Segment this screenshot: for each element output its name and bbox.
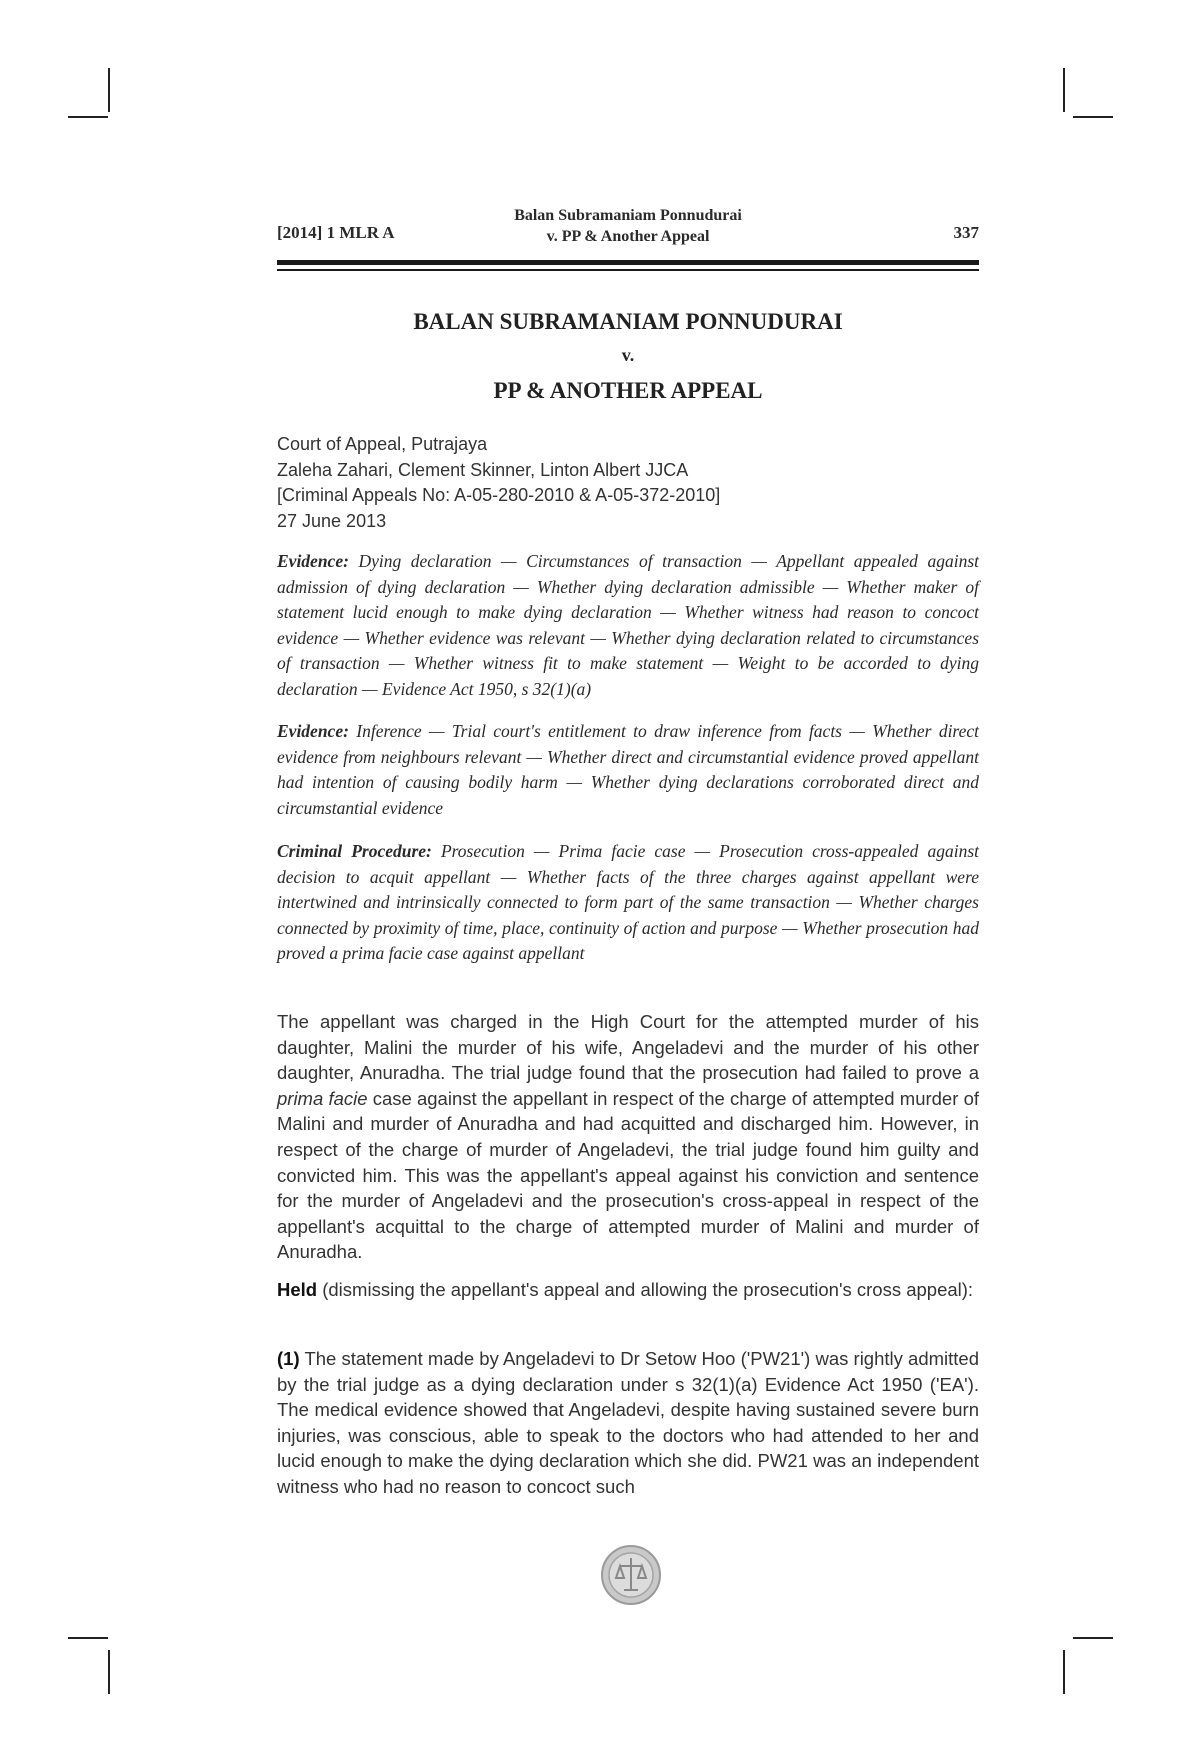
summary-part2: case against the appellant in respect of the charge of attempted murder of Malini and murder of Anuradha and had acquitted and discharged him. However, in respect of the charge of murder of Angeladevi, the trial judge found him guilty and convicted him. This was the appellant's appeal against his conviction and sentence for the murder of Angeladevi and the prosecution's cross-appeal in respect of the appellant's acquittal to the charge of attempted murder of Malini and murder of Anuradha. bbox=[277, 1087, 979, 1263]
header-rule-thick bbox=[277, 260, 979, 265]
catchword-lead: Evidence: bbox=[277, 551, 349, 571]
catchword-text: Inference — Trial court's entitlement to draw inference from facts — Whether direct evidence from neighbours relevant — Whether direct and circumstantial evidence proved appellant had intention of causing bodily harm — Whether dying declarations corroborated direct and circumstantial evidence bbox=[277, 721, 979, 818]
summary-part1: The appellant was charged in the High Court for the attempted murder of his daughter, Malini the murder of his wife, Angeladevi and the murder of his other daughter, Anuradha. The trial judge found that the prosecution had failed to prove a bbox=[277, 1011, 979, 1084]
publisher-seal-logo bbox=[600, 1544, 662, 1606]
crop-mark bbox=[1063, 1650, 1065, 1694]
citation: [2014] 1 MLR A bbox=[277, 223, 395, 242]
holding-text: The statement made by Angeladevi to Dr Setow Hoo ('PW21') was rightly admitted by the trial judge as a dying declaration under s 32(1)(a) Evidence Act 1950 ('EA'). The medical evidence showed that Angeladevi, despite having sustained severe burn injuries, was conscious, able to speak to the doctors who had attended to her and lucid enough to make the dying declaration which she did. PW21 was an independent witness who had no reason to concoct such bbox=[277, 1348, 979, 1497]
catchword-text: Dying declaration — Circumstances of transaction — Appellant appealed against admission of dying declaration — Whether dying declaration admissible — Whether maker of statement lucid enough to make dying declaration — Whether witness had reason to concoct evidence — Whether evidence was relevant — Whether dying declaration related to circumstances of transaction — Whether witness fit to make statement — Weight to be accorded to dying declaration — Evidence Act 1950, s 32(1)(a) bbox=[277, 551, 979, 699]
case-title-versus: v. bbox=[621, 345, 635, 365]
catchwords-evidence-dying-declaration bbox=[277, 549, 979, 702]
catchword-lead: Criminal Procedure: bbox=[277, 841, 432, 861]
catchword-lead: Evidence: bbox=[277, 721, 349, 741]
catchwords-evidence-inference bbox=[277, 719, 979, 821]
judges: Zaleha Zahari, Clement Skinner, Linton Albert JJCA bbox=[277, 459, 689, 480]
judgment-date: 27 June 2013 bbox=[277, 510, 387, 531]
crop-mark bbox=[108, 1650, 110, 1694]
court-name: Court of Appeal, Putrajaya bbox=[277, 434, 488, 454]
crop-mark bbox=[68, 1637, 108, 1639]
court-info bbox=[277, 432, 979, 534]
held-paragraph bbox=[277, 1277, 979, 1303]
running-case-line2: v. PP & Another Appeal bbox=[546, 228, 710, 245]
running-case-name bbox=[277, 205, 979, 247]
running-case-line1: Balan Subramaniam Ponnudurai bbox=[514, 207, 742, 224]
running-header bbox=[277, 203, 979, 257]
catchword-text: Prosecution — Prima facie case — Prosecution cross-appealed against decision to acquit appellant — Whether facts of the three charges against appellant were intertwined and intrinsically connected to form part of the same transaction — Whether charges connected by proximity of time, place, continuity of action and purpose — Whether prosecution had proved a prima facie case against appellant bbox=[277, 841, 979, 963]
case-title-appellant: BALAN SUBRAMANIAM PONNUDURAI bbox=[413, 309, 843, 334]
crop-mark bbox=[1073, 1637, 1113, 1639]
crop-mark bbox=[1063, 68, 1065, 112]
held-text: (dismissing the appellant's appeal and allowing the prosecution's cross appeal): bbox=[317, 1279, 974, 1300]
catchwords-criminal-procedure bbox=[277, 839, 979, 967]
case-summary bbox=[277, 1009, 979, 1265]
holding-number: (1) bbox=[277, 1348, 300, 1369]
page-number: 337 bbox=[953, 223, 979, 242]
appeal-number: [Criminal Appeals No: A-05-280-2010 & A-05-372-2010] bbox=[277, 485, 721, 505]
crop-mark bbox=[108, 68, 110, 112]
held-lead: Held bbox=[277, 1279, 318, 1300]
header-rule-thin bbox=[277, 269, 979, 271]
case-title-respondent: PP & ANOTHER APPEAL bbox=[493, 378, 763, 403]
holding-1 bbox=[277, 1346, 979, 1500]
summary-italic: prima facie bbox=[277, 1087, 368, 1109]
crop-mark bbox=[1073, 116, 1113, 118]
crop-mark bbox=[68, 116, 108, 118]
